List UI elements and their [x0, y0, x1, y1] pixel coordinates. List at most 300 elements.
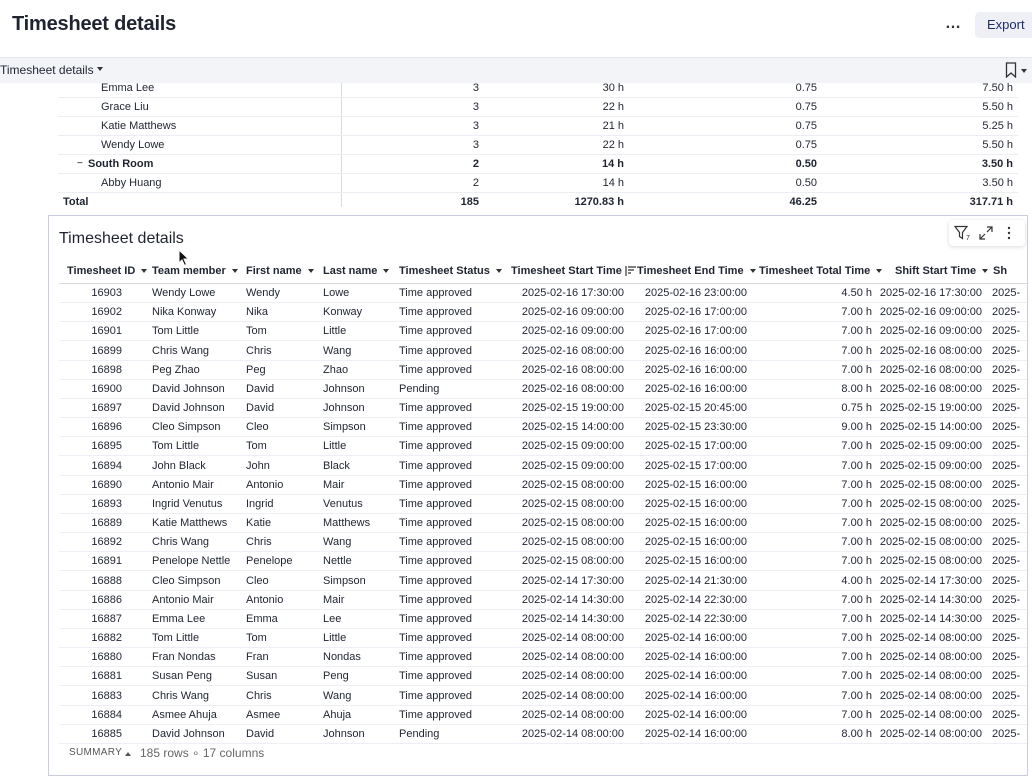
- pivot-cell-hours: 1270.83 h: [574, 196, 624, 207]
- end-time-cell: 2025-02-14 16:00:00: [644, 689, 747, 702]
- total-time-cell: 7.00 h: [841, 497, 872, 510]
- timesheet-id-cell: 16891: [91, 555, 122, 568]
- team-member-cell: Tom Little: [152, 632, 200, 645]
- shift-end-cell: 2025-: [992, 363, 1021, 376]
- total-time-cell: 0.75 h: [841, 402, 872, 415]
- team-member-cell: John Black: [152, 459, 206, 472]
- chevron-down-icon[interactable]: [876, 269, 882, 273]
- bookmark-icon[interactable]: [1005, 62, 1017, 78]
- first-name-cell: Chris: [246, 689, 272, 702]
- timesheet-id-cell: 16903: [91, 287, 122, 299]
- col-start-time-header[interactable]: [511, 265, 637, 277]
- column-header-label: Timesheet Start Time: [511, 265, 622, 277]
- table-row[interactable]: [59, 380, 1028, 399]
- shift-start-cell: 2025-02-14 08:00:00: [879, 632, 982, 645]
- end-time-cell: 2025-02-14 16:00:00: [644, 651, 747, 664]
- end-time-cell: 2025-02-14 21:30:00: [644, 574, 747, 587]
- pivot-cell-name: Katie Matthews: [101, 120, 177, 132]
- shift-end-cell: 2025-: [992, 517, 1021, 530]
- end-time-cell: 2025-02-15 20:45:00: [644, 402, 747, 415]
- table-row[interactable]: [59, 591, 1028, 610]
- status-cell: Time approved: [399, 593, 472, 606]
- last-name-cell: Little: [323, 440, 347, 453]
- pivot-cell-count: 3: [472, 101, 479, 113]
- last-name-cell: Simpson: [323, 574, 366, 587]
- status-cell: Time approved: [399, 670, 472, 683]
- page-header: [0, 0, 1032, 56]
- shift-start-cell: 2025-02-15 09:00:00: [879, 440, 982, 453]
- col-team-member-header[interactable]: [152, 265, 238, 277]
- timesheet-details-card: [48, 215, 1028, 776]
- shift-end-cell: 2025-: [992, 459, 1021, 472]
- start-time-cell: 2025-02-14 14:30:00: [521, 593, 624, 606]
- timesheet-id-cell: 16895: [91, 440, 122, 453]
- pivot-cell-hours: 22 h: [602, 139, 624, 151]
- start-time-cell: 2025-02-14 14:30:00: [521, 612, 624, 625]
- last-name-cell: Konway: [323, 306, 363, 319]
- shift-start-cell: 2025-02-14 08:00:00: [879, 651, 982, 664]
- col-first-name-header[interactable]: [246, 265, 314, 277]
- team-member-cell: David Johnson: [152, 382, 225, 395]
- pivot-cell-ratio: 0.75: [795, 101, 817, 113]
- pivot-cell-total: 3.50 h: [981, 158, 1013, 170]
- last-name-cell: Peng: [323, 670, 349, 683]
- status-cell: Time approved: [399, 497, 472, 510]
- last-name-cell: Johnson: [323, 382, 365, 395]
- pivot-cell-name: South Room: [88, 158, 154, 170]
- shift-start-cell: 2025-02-14 08:00:00: [879, 670, 982, 683]
- last-name-cell: Little: [323, 325, 347, 338]
- pivot-row: [58, 117, 1018, 136]
- pivot-row: [58, 174, 1018, 193]
- first-name-cell: Emma: [246, 612, 278, 625]
- pivot-cell-hours: 30 h: [602, 83, 624, 94]
- shift-end-cell: 2025-: [992, 536, 1021, 549]
- team-member-cell: Penelope Nettle: [152, 555, 231, 568]
- filter-icon[interactable]: [954, 225, 972, 241]
- team-member-cell: Chris Wang: [152, 344, 210, 357]
- pivot-cell-count: 2: [472, 177, 479, 189]
- table-row[interactable]: [59, 552, 1028, 571]
- status-cell: Time approved: [399, 651, 472, 664]
- shift-start-cell: 2025-02-16 09:00:00: [879, 306, 982, 319]
- total-time-cell: 7.00 h: [841, 536, 872, 549]
- team-member-cell: Antonio Mair: [152, 593, 214, 606]
- collapse-icon[interactable]: −: [77, 158, 83, 169]
- pivot-cell-hours: 14 h: [602, 177, 624, 189]
- timesheet-id-cell: 16898: [91, 363, 122, 376]
- pivot-cell-ratio: 0.50: [795, 158, 817, 170]
- end-time-cell: 2025-02-16 16:00:00: [644, 382, 747, 395]
- pivot-cell-ratio: 0.75: [795, 83, 817, 94]
- pivot-cell-hours: 14 h: [601, 158, 624, 170]
- chevron-down-icon[interactable]: [496, 269, 502, 273]
- first-name-cell: Wendy: [246, 287, 281, 299]
- start-time-cell: 2025-02-14 17:30:00: [521, 574, 624, 587]
- status-cell: Pending: [399, 727, 440, 740]
- shift-start-cell: 2025-02-14 14:30:00: [879, 612, 982, 625]
- chevron-down-icon[interactable]: [232, 269, 238, 273]
- total-time-cell: 7.00 h: [841, 440, 872, 453]
- start-time-cell: 2025-02-14 08:00:00: [521, 708, 624, 721]
- total-time-cell: 4.00 h: [841, 574, 872, 587]
- team-member-cell: Fran Nondas: [152, 651, 216, 664]
- end-time-cell: 2025-02-14 16:00:00: [644, 727, 747, 740]
- table-row[interactable]: [59, 437, 1028, 456]
- shift-start-cell: 2025-02-15 08:00:00: [879, 478, 982, 491]
- shift-start-cell: 2025-02-14 08:00:00: [879, 727, 982, 740]
- shift-start-cell: 2025-02-16 08:00:00: [879, 363, 982, 376]
- pivot-cell-name: Wendy Lowe: [101, 139, 165, 151]
- table-row[interactable]: [59, 399, 1028, 418]
- team-member-cell: Susan Peng: [152, 670, 212, 683]
- timesheet-id-cell: 16894: [91, 459, 122, 472]
- end-time-cell: 2025-02-15 17:00:00: [644, 440, 747, 453]
- timesheet-id-cell: 16885: [91, 727, 122, 740]
- status-cell: Time approved: [399, 517, 472, 530]
- col-shift-end-header[interactable]: [993, 265, 1007, 277]
- status-cell: Time approved: [399, 325, 472, 338]
- start-time-cell: 2025-02-16 09:00:00: [521, 325, 624, 338]
- team-member-cell: Tom Little: [152, 440, 200, 453]
- shift-start-cell: 2025-02-14 14:30:00: [879, 593, 982, 606]
- first-name-cell: Chris: [246, 344, 272, 357]
- pivot-cell-total: 5.50 h: [982, 139, 1013, 151]
- table-header: [59, 260, 1028, 284]
- start-time-cell: 2025-02-15 14:00:00: [521, 421, 624, 434]
- shift-end-cell: 2025-: [992, 287, 1021, 299]
- last-name-cell: Matthews: [323, 517, 371, 530]
- status-cell: Time approved: [399, 612, 472, 625]
- chevron-down-icon[interactable]: [383, 269, 389, 273]
- total-time-cell: 7.00 h: [841, 344, 872, 357]
- column-header-label: Timesheet Total Time: [759, 265, 871, 277]
- total-time-cell: 7.00 h: [841, 517, 872, 530]
- end-time-cell: 2025-02-14 16:00:00: [644, 708, 747, 721]
- first-name-cell: Ingrid: [246, 497, 274, 510]
- status-cell: Pending: [399, 382, 440, 395]
- timesheet-id-cell: 16890: [91, 478, 122, 491]
- team-member-cell: Emma Lee: [152, 612, 206, 625]
- table-row[interactable]: [59, 418, 1028, 437]
- mouse-cursor-icon: [178, 249, 190, 267]
- first-name-cell: David: [246, 382, 275, 395]
- summary-toggle[interactable]: SUMMARY: [69, 747, 123, 758]
- status-cell: Time approved: [399, 421, 472, 434]
- shift-start-cell: 2025-02-16 08:00:00: [879, 382, 982, 395]
- filter-count: 7: [966, 235, 970, 241]
- table-row[interactable]: [59, 457, 1028, 476]
- pivot-cell-ratio: 0.50: [795, 177, 817, 189]
- end-time-cell: 2025-02-14 22:30:00: [644, 593, 747, 606]
- column-header-label: First name: [246, 265, 302, 277]
- pivot-cell-hours: 21 h: [602, 120, 624, 132]
- column-header-label: Last name: [323, 265, 378, 277]
- kebab-menu-icon[interactable]: [1000, 225, 1018, 241]
- pivot-cell-count: 2: [472, 158, 479, 170]
- shift-end-cell: 2025-: [992, 632, 1021, 645]
- total-time-cell: 7.00 h: [841, 478, 872, 491]
- total-time-cell: 7.00 h: [841, 325, 872, 338]
- chevron-down-icon[interactable]: [308, 269, 314, 273]
- start-time-cell: 2025-02-15 09:00:00: [521, 440, 624, 453]
- team-member-cell: Peg Zhao: [152, 363, 200, 376]
- start-time-cell: 2025-02-14 08:00:00: [521, 651, 624, 664]
- status-cell: Time approved: [399, 689, 472, 702]
- team-member-cell: Asmee Ahuja: [152, 708, 217, 721]
- status-cell: Time approved: [399, 708, 472, 721]
- column-header-label: Timesheet Status: [399, 265, 490, 277]
- last-name-cell: Zhao: [323, 363, 349, 376]
- shift-end-cell: 2025-: [992, 574, 1021, 587]
- start-time-cell: 2025-02-14 08:00:00: [521, 670, 624, 683]
- start-time-cell: 2025-02-16 08:00:00: [521, 382, 624, 395]
- table-row[interactable]: [59, 322, 1028, 341]
- first-name-cell: John: [246, 459, 270, 472]
- more-options-button[interactable]: …: [945, 15, 961, 32]
- timesheet-id-cell: 16888: [91, 574, 122, 587]
- tab-timesheet-details[interactable]: Timesheet details: [0, 63, 94, 77]
- status-cell: Time approved: [399, 440, 472, 453]
- col-end-time-header[interactable]: [637, 265, 756, 277]
- pivot-cell-total: 317.71 h: [969, 196, 1013, 207]
- pivot-cell-ratio: 0.75: [795, 120, 817, 132]
- expand-icon[interactable]: [977, 225, 995, 241]
- end-time-cell: 2025-02-16 17:00:00: [644, 306, 747, 319]
- timesheet-id-cell: 16901: [91, 325, 122, 338]
- end-time-cell: 2025-02-14 22:30:00: [644, 612, 747, 625]
- shift-end-cell: 2025-: [992, 325, 1021, 338]
- shift-end-cell: 2025-: [992, 421, 1021, 434]
- last-name-cell: Black: [323, 459, 350, 472]
- pivot-cell-total: 3.50 h: [982, 177, 1013, 189]
- start-time-cell: 2025-02-16 08:00:00: [521, 363, 624, 376]
- shift-end-cell: 2025-: [992, 727, 1021, 740]
- end-time-cell: 2025-02-16 16:00:00: [644, 363, 747, 376]
- total-time-cell: 7.00 h: [841, 612, 872, 625]
- chevron-down-icon[interactable]: [141, 269, 147, 273]
- status-cell: Time approved: [399, 536, 472, 549]
- status-cell: Time approved: [399, 363, 472, 376]
- shift-end-cell: 2025-: [992, 344, 1021, 357]
- start-time-cell: 2025-02-14 08:00:00: [521, 727, 624, 740]
- first-name-cell: David: [246, 727, 275, 740]
- status-cell: Time approved: [399, 574, 472, 587]
- last-name-cell: Wang: [323, 344, 352, 357]
- last-name-cell: Ahuja: [323, 708, 352, 721]
- chevron-down-icon[interactable]: [1021, 69, 1027, 73]
- last-name-cell: Little: [323, 632, 347, 645]
- start-time-cell: 2025-02-16 08:00:00: [521, 344, 624, 357]
- shift-start-cell: 2025-02-15 14:00:00: [879, 421, 982, 434]
- export-button[interactable]: Export: [975, 12, 1032, 38]
- pivot-cell-name: Emma Lee: [101, 83, 155, 94]
- table-row[interactable]: [59, 361, 1028, 380]
- team-member-cell: David Johnson: [152, 727, 225, 740]
- status-cell: Time approved: [399, 402, 472, 415]
- first-name-cell: Antonio: [246, 593, 284, 606]
- first-name-cell: Katie: [246, 517, 272, 530]
- team-member-cell: Chris Wang: [152, 689, 210, 702]
- table-row[interactable]: [59, 610, 1028, 629]
- last-name-cell: Mair: [323, 478, 345, 491]
- team-member-cell: Antonio Mair: [152, 478, 214, 491]
- end-time-cell: 2025-02-15 16:00:00: [644, 478, 747, 491]
- timesheet-id-cell: 16900: [91, 382, 122, 395]
- table-row[interactable]: [59, 572, 1028, 591]
- shift-start-cell: 2025-02-16 17:30:00: [879, 287, 982, 299]
- first-name-cell: Nika: [246, 306, 269, 319]
- chevron-down-icon[interactable]: [97, 67, 103, 71]
- total-time-cell: 7.00 h: [841, 670, 872, 683]
- total-time-cell: 7.00 h: [841, 459, 872, 472]
- total-time-cell: 7.00 h: [841, 632, 872, 645]
- team-member-cell: Nika Konway: [152, 306, 217, 319]
- col-shift-start-header[interactable]: [895, 265, 988, 277]
- team-member-cell: Cleo Simpson: [152, 574, 221, 587]
- pivot-cell-count: 185: [460, 196, 479, 207]
- table-row[interactable]: [59, 667, 1028, 686]
- col-last-name-header[interactable]: [323, 265, 389, 277]
- start-time-cell: 2025-02-15 08:00:00: [521, 536, 624, 549]
- status-cell: Time approved: [399, 344, 472, 357]
- last-name-cell: Johnson: [323, 402, 365, 415]
- shift-start-cell: 2025-02-15 19:00:00: [879, 402, 982, 415]
- status-cell: Time approved: [399, 555, 472, 568]
- pivot-cell-count: 3: [472, 83, 479, 94]
- start-time-cell: 2025-02-15 08:00:00: [521, 497, 624, 510]
- start-time-cell: 2025-02-15 19:00:00: [521, 402, 624, 415]
- chevron-down-icon[interactable]: [750, 269, 756, 273]
- pivot-table: [0, 83, 1032, 207]
- timesheet-id-cell: 16889: [91, 517, 122, 530]
- shift-end-cell: 2025-: [992, 497, 1021, 510]
- timesheet-id-cell: 16897: [91, 402, 122, 415]
- table-row[interactable]: [59, 687, 1028, 706]
- chevron-down-icon[interactable]: [982, 269, 988, 273]
- last-name-cell: Lowe: [323, 287, 350, 299]
- card-toolbar: [949, 220, 1025, 246]
- pivot-cell-count: 3: [472, 120, 479, 132]
- table-row[interactable]: [59, 706, 1028, 725]
- first-name-cell: Peg: [246, 363, 266, 376]
- table-row[interactable]: [59, 629, 1028, 648]
- table-row[interactable]: [59, 476, 1028, 495]
- end-time-cell: 2025-02-15 23:30:00: [644, 421, 747, 434]
- table-row[interactable]: [59, 284, 1028, 303]
- table-row[interactable]: [59, 725, 1028, 744]
- last-name-cell: Lee: [323, 612, 342, 625]
- pivot-cell-ratio: 46.25: [789, 196, 817, 207]
- table-row[interactable]: [59, 495, 1028, 514]
- start-time-cell: 2025-02-16 09:00:00: [521, 306, 624, 319]
- status-cell: Time approved: [399, 478, 472, 491]
- table-row[interactable]: [59, 342, 1028, 361]
- column-header-label: Timesheet End Time: [637, 265, 744, 277]
- first-name-cell: Asmee: [246, 708, 281, 721]
- first-name-cell: David: [246, 402, 275, 415]
- shift-start-cell: 2025-02-15 08:00:00: [879, 517, 982, 530]
- team-member-cell: Katie Matthews: [152, 517, 228, 530]
- table-row[interactable]: [59, 303, 1028, 322]
- pivot-row: [58, 136, 1018, 155]
- shift-end-cell: 2025-: [992, 478, 1021, 491]
- total-time-cell: 7.00 h: [841, 555, 872, 568]
- end-time-cell: 2025-02-15 17:00:00: [644, 459, 747, 472]
- first-name-cell: Tom: [246, 325, 267, 338]
- last-name-cell: Wang: [323, 536, 352, 549]
- pivot-cell-count: 3: [472, 139, 479, 151]
- col-timesheet-id-header[interactable]: [67, 265, 147, 277]
- tab-bar: [0, 57, 1032, 83]
- total-time-cell: 7.00 h: [841, 708, 872, 721]
- timesheet-id-cell: 16896: [91, 421, 122, 434]
- first-name-cell: Tom: [246, 632, 267, 645]
- shift-end-cell: 2025-: [992, 402, 1021, 415]
- total-time-cell: 7.00 h: [841, 593, 872, 606]
- team-member-cell: Ingrid Venutus: [152, 497, 223, 510]
- pivot-cell-ratio: 0.75: [795, 139, 817, 151]
- table-body: [59, 284, 1028, 744]
- col-total-time-header[interactable]: [759, 265, 882, 277]
- first-name-cell: Cleo: [246, 574, 269, 587]
- total-time-cell: 7.00 h: [841, 689, 872, 702]
- last-name-cell: Johnson: [323, 727, 365, 740]
- end-time-cell: 2025-02-16 17:00:00: [644, 325, 747, 338]
- timesheet-id-cell: 16902: [91, 306, 122, 319]
- table-row[interactable]: [59, 514, 1028, 533]
- shift-end-cell: 2025-: [992, 306, 1021, 319]
- timesheet-id-cell: 16882: [91, 632, 122, 645]
- shift-start-cell: 2025-02-15 08:00:00: [879, 536, 982, 549]
- table-row[interactable]: [59, 648, 1028, 667]
- pivot-cell-hours: 22 h: [602, 101, 624, 113]
- last-name-cell: Mair: [323, 593, 345, 606]
- last-name-cell: Nettle: [323, 555, 352, 568]
- start-time-cell: 2025-02-14 08:00:00: [521, 689, 624, 702]
- table-row[interactable]: [59, 533, 1028, 552]
- status-cell: Time approved: [399, 306, 472, 319]
- col-timesheet-status-header[interactable]: [399, 265, 502, 277]
- pivot-cell-total: 5.25 h: [982, 120, 1013, 132]
- total-time-cell: 7.00 h: [841, 363, 872, 376]
- shift-start-cell: 2025-02-14 08:00:00: [879, 708, 982, 721]
- start-time-cell: 2025-02-16 17:30:00: [521, 287, 624, 299]
- pivot-cell-name: Grace Liu: [101, 101, 149, 113]
- end-time-cell: 2025-02-15 16:00:00: [644, 555, 747, 568]
- shift-start-cell: 2025-02-16 08:00:00: [879, 344, 982, 357]
- team-member-cell: Tom Little: [152, 325, 200, 338]
- status-cell: Time approved: [399, 287, 472, 299]
- pivot-cell-name: Total: [63, 196, 89, 207]
- column-header-label: Shift Start Time: [895, 265, 977, 277]
- timesheet-id-cell: 16892: [91, 536, 122, 549]
- start-time-cell: 2025-02-14 08:00:00: [521, 632, 624, 645]
- pivot-row: [58, 98, 1018, 117]
- shift-end-cell: 2025-: [992, 382, 1021, 395]
- chevron-up-icon[interactable]: [125, 752, 131, 756]
- pivot-row: [58, 193, 1018, 207]
- end-time-cell: 2025-02-15 16:00:00: [644, 536, 747, 549]
- first-name-cell: Penelope: [246, 555, 293, 568]
- team-member-cell: Cleo Simpson: [152, 421, 221, 434]
- start-time-cell: 2025-02-15 08:00:00: [521, 478, 624, 491]
- start-time-cell: 2025-02-15 09:00:00: [521, 459, 624, 472]
- sort-icon[interactable]: [625, 265, 637, 277]
- page-title: Timesheet details: [12, 13, 177, 35]
- column-header-label: Sh: [993, 265, 1008, 277]
- first-name-cell: Fran: [246, 651, 269, 664]
